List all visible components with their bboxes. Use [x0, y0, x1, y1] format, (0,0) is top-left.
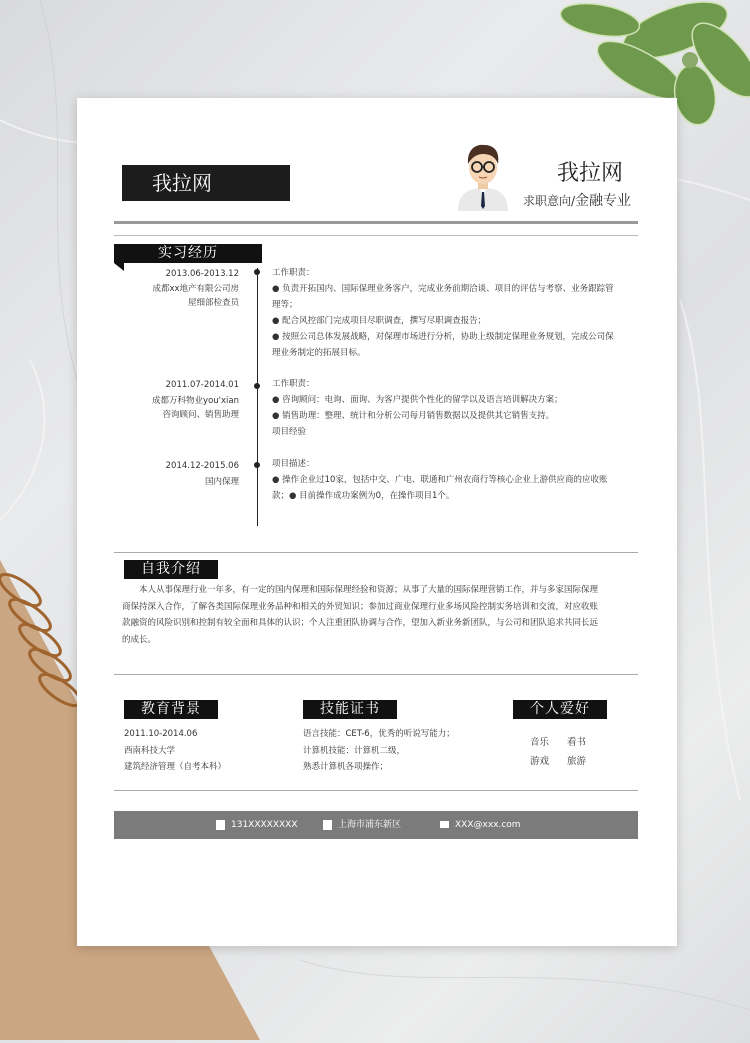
- internship-heading: 实习经历: [114, 244, 262, 263]
- skills-line: 熟悉计算机各项操作；: [303, 762, 389, 772]
- entry-company: [119, 282, 239, 310]
- hobby-item: 游戏: [530, 756, 550, 767]
- timeline-dot: [254, 383, 260, 389]
- entry-company: [119, 475, 239, 489]
- timeline-line: [257, 268, 258, 526]
- self-intro-line: 本人从事保理行业一年多，有一定的国内保理和国际保理经验和资源；从事了大量的国际保理营销工作，并与多家国际保理: [139, 585, 599, 595]
- name-banner: 我拉网: [122, 165, 290, 201]
- self-intro-line: 款融资的风险识别和控制有较全面和具体的认识；个人注重团队协调与合作，望加入新业务新团队，与公司和团队追求共同长远: [122, 618, 599, 628]
- entry-date: 2014.12-2015.06: [165, 461, 239, 471]
- resume-page: [77, 98, 677, 946]
- address-text: 上海市浦东新区: [338, 820, 402, 830]
- entry-line: ● 按照公司总体发展战略，对保理市场进行分析，协助上级制定保理业务规划，完成公司保: [272, 332, 614, 342]
- entry-description: [272, 376, 622, 440]
- education-heading: 教育背景: [124, 700, 218, 719]
- entry-line: ● 操作企业过10家，包括中交、广电、联通和广州农商行等核心企业上游供应商的应收账: [272, 475, 608, 485]
- header-divider-thin: [114, 235, 638, 236]
- timeline-dot: [254, 462, 260, 468]
- section-divider: [114, 674, 638, 675]
- entry-line: 款；● 目前操作成功案例为0，在操作项目1个。: [272, 491, 455, 501]
- entry-company-name: 成都xx地产有限公司房: [152, 284, 239, 294]
- email-text: XXX@xxx.com: [455, 820, 521, 830]
- entry-title: 工作职责：: [272, 379, 315, 389]
- entry-title: 工作职责：: [272, 268, 315, 278]
- education-line: 建筑经济管理（自考本科）: [124, 762, 227, 772]
- hobby-item: 看书: [567, 737, 587, 748]
- contact-email: [440, 811, 521, 839]
- hobby-item: 音乐: [530, 737, 550, 748]
- phone-text: 131XXXXXXXX: [231, 820, 298, 830]
- self-intro-line: 的成长。: [122, 634, 157, 645]
- entry-date: 2013.06-2013.12: [165, 269, 239, 279]
- entry-position: 屋细部检查员: [187, 298, 239, 308]
- entry-date: 2011.07-2014.01: [165, 380, 239, 390]
- entry-position: 咨询顾问、销售助理: [162, 410, 239, 420]
- contact-address: [323, 811, 401, 839]
- hobbies-heading: 个人爱好: [513, 700, 607, 719]
- entry-line: ● 配合风控部门完成项目尽职调查，撰写尽职调查报告；: [272, 316, 487, 326]
- skills-line: 计算机技能：计算机二级，: [303, 745, 406, 756]
- contact-phone: [216, 811, 298, 839]
- entry-position: 国内保理: [204, 477, 239, 487]
- mail-icon: [440, 821, 449, 828]
- entry-description: [272, 265, 622, 361]
- entry-title: 项目描述：: [272, 459, 315, 469]
- entry-line: ● 咨询顾问：电询、面询、为客户提供个性化的留学以及语言培训解决方案；: [272, 395, 563, 405]
- job-intent-value: 金融专业: [575, 193, 632, 209]
- entry-line: 项目经验: [272, 427, 307, 437]
- name-title: 我拉网: [557, 161, 624, 186]
- entry-line: 理业务制定的拓展目标。: [272, 348, 366, 358]
- timeline-dot: [254, 269, 260, 275]
- location-icon: [323, 820, 332, 830]
- skills-details: [303, 726, 455, 776]
- self-intro-text: [122, 582, 622, 648]
- entry-description: [272, 456, 622, 504]
- self-intro-line: 商保持深入合作，了解各类国际保理业务品种和相关的外贸知识；参加过商业保理行业多场风险控制实务培训和交流，对应收账: [122, 601, 599, 612]
- entry-line: ● 负责开拓国内、国际保理业务客户，完成业务前期洽谈、项目的评估与考察、业务跟踪管: [272, 284, 614, 294]
- job-intent-label: 求职意向/: [523, 194, 576, 208]
- avatar: [453, 136, 513, 211]
- education-line: 2011.10-2014.06: [124, 729, 198, 739]
- self-intro-heading: 自我介绍: [124, 560, 218, 579]
- skills-heading: 技能证书: [303, 700, 397, 719]
- header-divider: [114, 221, 638, 224]
- entry-line: 理等；: [272, 300, 298, 310]
- phone-icon: [216, 820, 225, 830]
- entry-company: [119, 394, 239, 422]
- education-line: 西南科技大学: [124, 745, 176, 756]
- hobby-item: 旅游: [567, 756, 587, 767]
- section-divider: [114, 790, 638, 791]
- section-divider: [114, 552, 638, 553]
- entry-company-name: 成都万科物业you'xian: [152, 396, 239, 406]
- entry-line: ● 销售助理：整理、统计和分析公司每月销售数据以及提供其它销售支持。: [272, 411, 555, 421]
- education-details: [124, 726, 226, 776]
- contact-bar: [114, 811, 638, 839]
- job-intent: [523, 190, 631, 210]
- skills-line: 语言技能：CET-6，优秀的听说写能力；: [303, 729, 455, 739]
